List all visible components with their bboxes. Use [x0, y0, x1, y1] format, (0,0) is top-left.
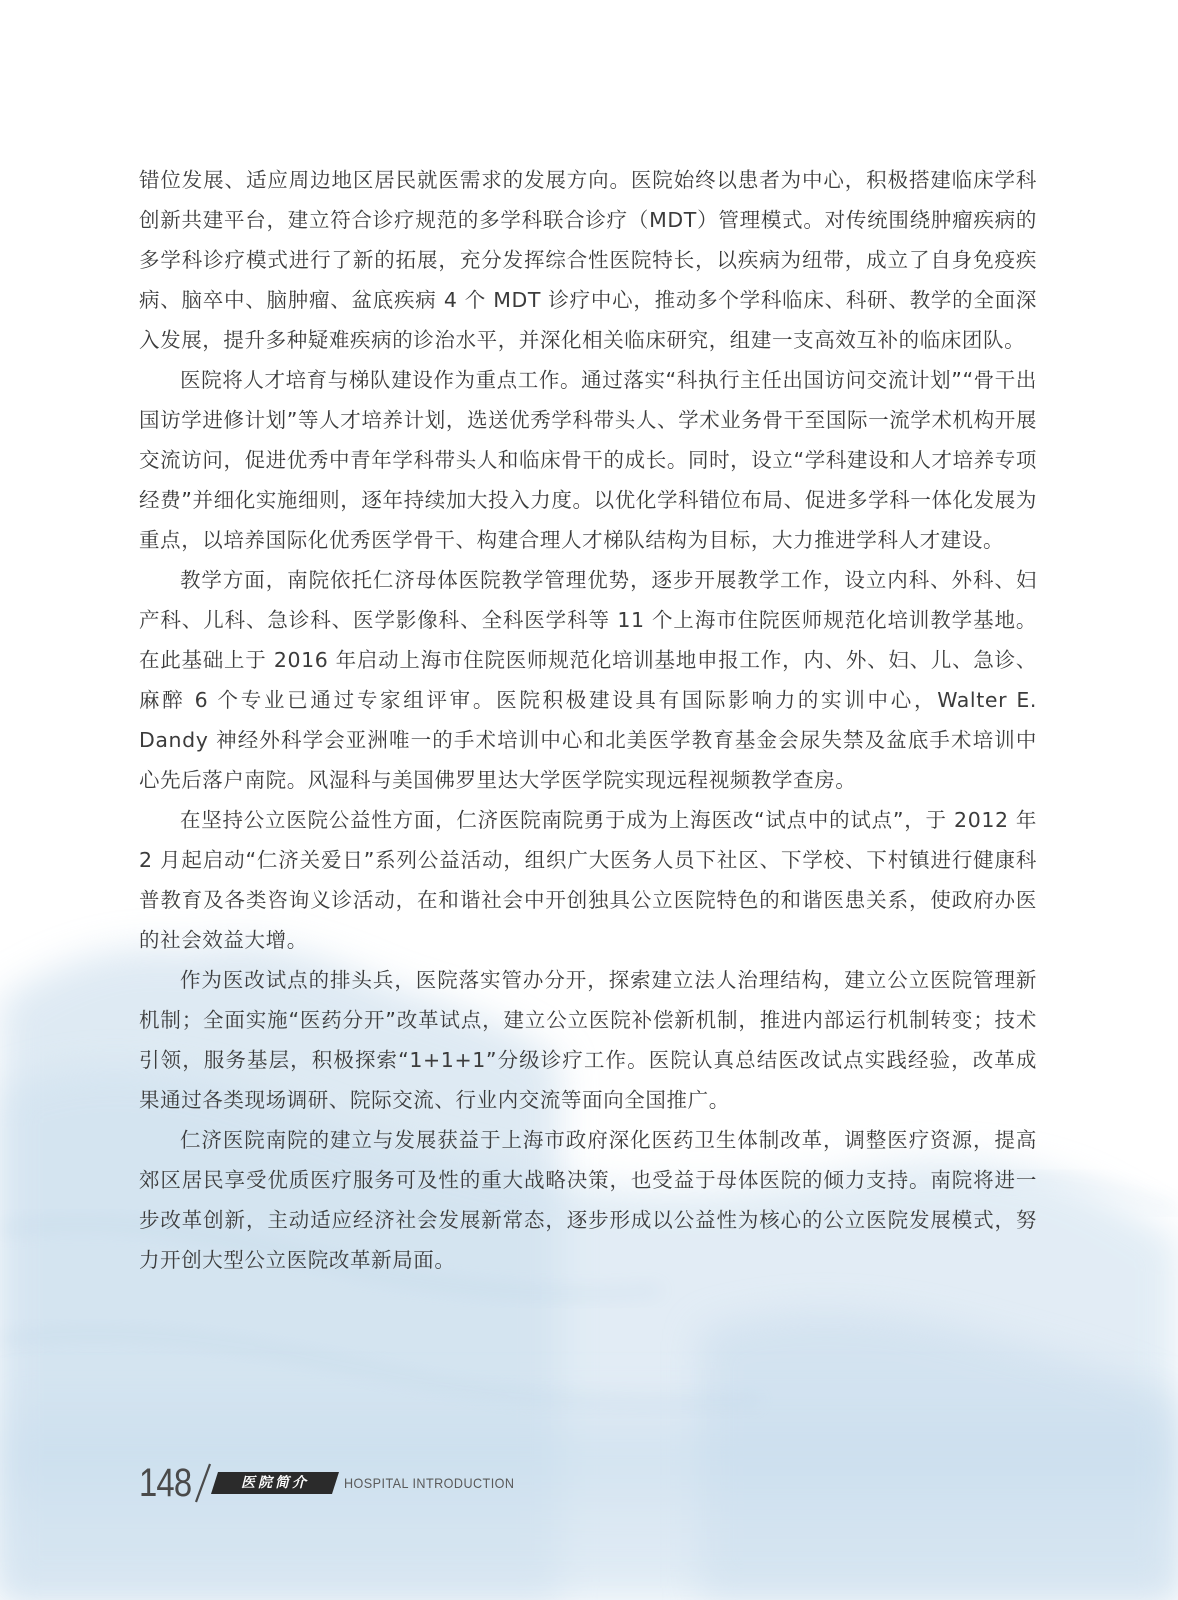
- paragraph-2: 医院将人才培育与梯队建设作为重点工作。通过落实“科执行主任出国访问交流计划”“骨干出国访学进修计划”等人才培养计划，选送优秀学科带头人、学术业务骨干至国际一流学术机构开展交流访问，促进优秀中青年学科带头人和临床骨干的成长。同时，设立“学科建设和人才培养专项经费”并细化实施细则，逐年持续加大投入力度。以优化学科错位布局、促进多学科一体化发展为重点，以培养国际化优秀医学骨干、构建合理人才梯队结构为目标，大力推进学科人才建设。: [139, 368, 1037, 552]
- slash-divider-icon: [193, 1462, 213, 1504]
- section-title-en: HOSPITAL INTRODUCTION: [344, 1475, 515, 1491]
- paragraph-4: 在坚持公立医院公益性方面，仁济医院南院勇于成为上海医改“试点中的试点”，于 2012 年 2 月起启动“仁济关爱日”系列公益活动，组织广大医务人员下社区、下学校、下村镇进行健康科普教育及各类咨询义诊活动，在和谐社会中开创独具公立医院特色的和谐医患关系，使政府办医的社会效益大增。: [139, 808, 1037, 952]
- page-footer: [139, 1462, 739, 1504]
- paragraph-5: 作为医改试点的排头兵，医院落实管办分开，探索建立法人治理结构，建立公立医院管理新机制；全面实施“医药分开”改革试点，建立公立医院补偿新机制，推进内部运行机制转变；技术引领，服务基层，积极探索“1+1+1”分级诊疗工作。医院认真总结医改试点实践经验，改革成果通过各类现场调研、院际交流、行业内交流等面向全国推广。: [139, 968, 1037, 1112]
- paragraph-1: 错位发展、适应周边地区居民就医需求的发展方向。医院始终以患者为中心，积极搭建临床学科创新共建平台，建立符合诊疗规范的多学科联合诊疗（MDT）管理模式。对传统围绕肿瘤疾病的多学科诊疗模式进行了新的拓展，充分发挥综合性医院特长，以疾病为纽带，成立了自身免疫疾病、脑卒中、脑肿瘤、盆底疾病 4 个 MDT 诊疗中心，推动多个学科临床、科研、教学的全面深入发展，提升多种疑难疾病的诊治水平，并深化相关临床研究，组建一支高效互补的临床团队。: [139, 168, 1037, 352]
- section-title-cn: 医院简介: [241, 1475, 309, 1491]
- page-number: 148: [139, 1461, 192, 1505]
- paragraph-3: 教学方面，南院依托仁济母体医院教学管理优势，逐步开展教学工作，设立内科、外科、妇产科、儿科、急诊科、医学影像科、全科医学科等 11 个上海市住院医师规范化培训教学基地。在此基础上于 2016 年启动上海市住院医师规范化培训基地申报工作，内、外、妇、儿、急诊、麻醉 6 个专业已通过专家组评审。医院积极建设具有国际影响力的实训中心，Walter E. Dandy 神经外科学会亚洲唯一的手术培训中心和北美医学教育基金会尿失禁及盆底手术培训中心先后落户南院。风湿科与美国佛罗里达大学医学院实现远程视频教学查房。: [139, 568, 1037, 792]
- paragraph-6: 仁济医院南院的建立与发展获益于上海市政府深化医药卫生体制改革，调整医疗资源，提高郊区居民享受优质医疗服务可及性的重大战略决策，也受益于母体医院的倾力支持。南院将进一步改革创新，主动适应经济社会发展新常态，逐步形成以公益性为核心的公立医院发展模式，努力开创大型公立医院改革新局面。: [139, 1128, 1037, 1272]
- section-tag: [211, 1472, 339, 1494]
- body-text: [139, 160, 1037, 1280]
